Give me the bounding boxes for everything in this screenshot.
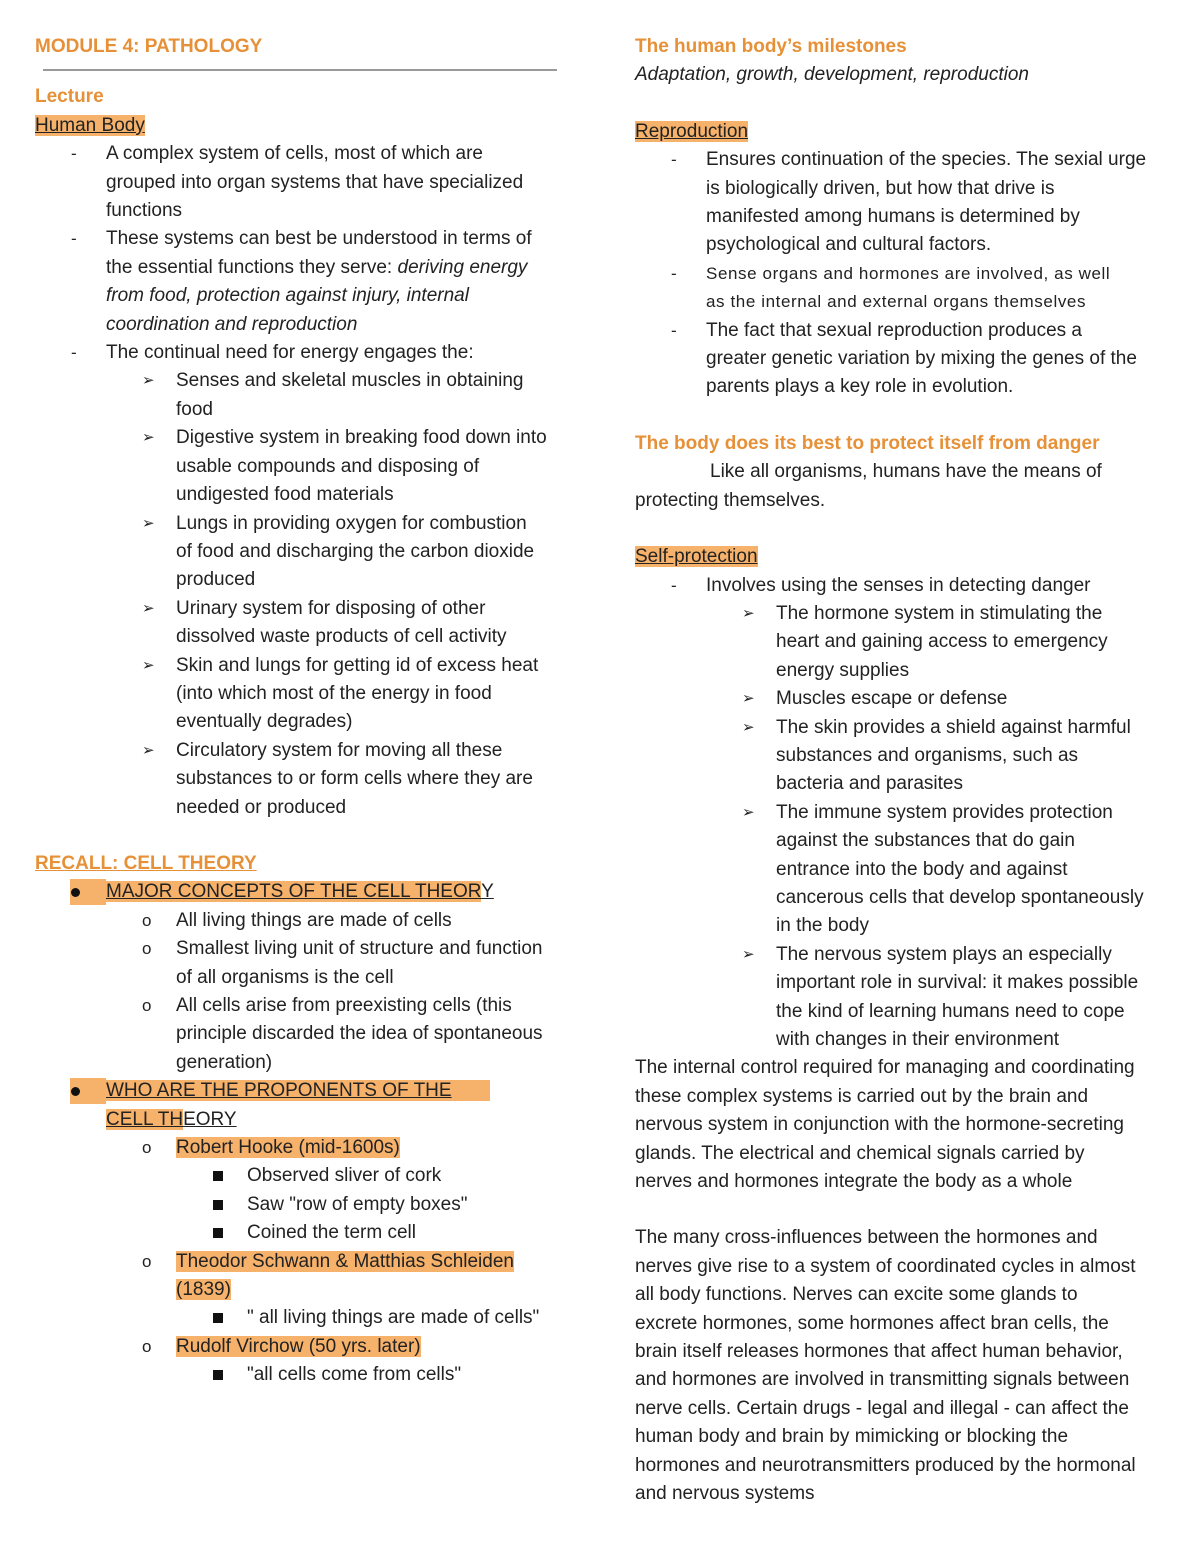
list-item: ➢ Lungs in providing oxygen for combustion of food and discharging the carbon dioxide produced: [35, 510, 565, 595]
self-protection-heading: Self-protection: [635, 546, 758, 568]
list-item-proponents: WHO ARE THE PROPONENTS OF THE CELL THEORY: [35, 1077, 565, 1134]
square-bullet-icon: [213, 1304, 223, 1332]
list-item: ➢ The skin provides a shield against harmful substances and organisms, such as bacteria and parasites: [635, 714, 1175, 799]
dash-bullet-icon: -: [671, 320, 677, 340]
list-item: - These systems can best be understood in terms of the essential functions they serve: deriving energy from food, protection against injury, internal coordination and reproduction: [35, 225, 565, 339]
list-item: ➢ Senses and skeletal muscles in obtaining food: [35, 367, 565, 424]
dash-bullet-icon: -: [71, 229, 77, 249]
list-item: - Ensures continuation of the species. The sexial urge is biologically driven, but how that drive is manifested among humans is determined by psychological and cultural factors.: [635, 146, 1175, 260]
list-item: ➢ Urinary system for disposing of other dissolved waste products of cell activity: [35, 595, 565, 652]
list-item: o Smallest living unit of structure and function of all organisms is the cell: [35, 935, 565, 992]
dash-bullet-icon: -: [671, 575, 677, 595]
bullet-dot-icon: [71, 878, 80, 906]
square-bullet-icon: [213, 1361, 223, 1389]
protect-paragraph-line: protecting themselves.: [635, 489, 826, 511]
list-item-major-concepts: MAJOR CONCEPTS OF THE CELL THEORY: [35, 878, 565, 906]
bullet-dot-icon: [71, 1077, 80, 1105]
list-item: ➢ Digestive system in breaking food down into usable compounds and disposing of undigested food materials: [35, 424, 565, 509]
list-item: ➢ The hormone system in stimulating the heart and gaining access to emergency energy supplies: [635, 600, 1175, 685]
module-title: MODULE 4: PATHOLOGY: [35, 36, 263, 57]
arrow-bullet-icon: ➢: [142, 429, 155, 447]
list-item: ➢ Circulatory system for moving all these substances to or form cells where they are needed or produced: [35, 737, 565, 822]
list-item: Observed sliver of cork: [35, 1162, 565, 1190]
circle-bullet-icon: o: [142, 1251, 152, 1271]
paragraph-internal-control: The internal control required for managing and coordinating these complex systems is carried out by the brain and nervous system in conjunction with the hormone-secreting glands. The electrical and chemical signals carried by nerves and hormones integrate the body as a whole: [635, 1057, 1135, 1193]
arrow-bullet-icon: ➢: [142, 741, 155, 759]
list-item: Saw "row of empty boxes": [35, 1191, 565, 1219]
protect-paragraph-line: Like all organisms, humans have the means of: [710, 461, 1102, 483]
list-item: ➢ Muscles escape or defense: [635, 685, 1175, 713]
left-column: [35, 33, 565, 1390]
list-item: - Sense organs and hormones are involved, as well as the internal and external organs themselves: [635, 260, 1175, 317]
list-item-virchow: o Rudolf Virchow (50 yrs. later): [35, 1333, 565, 1361]
circle-bullet-icon: o: [142, 910, 152, 930]
milestones-heading: The human body’s milestones: [635, 36, 907, 57]
dash-bullet-icon: -: [671, 263, 677, 283]
circle-bullet-icon: o: [142, 939, 152, 959]
title-divider: [43, 69, 557, 71]
lecture-heading: Lecture: [35, 86, 104, 108]
list-item: " all living things are made of cells": [35, 1304, 565, 1332]
list-item: - A complex system of cells, most of which are grouped into organ systems that have specialized functions: [35, 140, 565, 225]
reproduction-heading: Reproduction: [635, 120, 749, 142]
paragraph-cross-influences: The many cross-influences between the hormones and nerves give rise to a system of coordinated cycles in almost all body functions. Nerves can excite some glands to excrete hormones, some hormones affect bran cells, the brain itself releases hormones that affect human behavior, and hormones are involved in transmitting signals between nerve cells. Certain drugs - legal and illegal - can affect the human body and brain by mimicking or blocking the hormones and neurotransmitters produced by the hormonal and nervous systems: [635, 1227, 1136, 1505]
list-item: ➢ The nervous system plays an especially important role in survival: it makes possible the kind of learning humans need to cope with changes in their environment: [635, 941, 1175, 1055]
arrow-bullet-icon: ➢: [142, 656, 155, 674]
square-bullet-icon: [213, 1219, 223, 1247]
list-item: - The continual need for energy engages the:: [35, 339, 565, 367]
milestones-subtitle: Adaptation, growth, development, reproduction: [635, 64, 1029, 86]
list-item: o All cells arise from preexisting cells (this principle discarded the idea of spontaneous generation): [35, 992, 565, 1077]
arrow-bullet-icon: ➢: [142, 372, 155, 390]
arrow-bullet-icon: ➢: [742, 604, 755, 622]
protect-heading: The body does its best to protect itself from danger: [635, 432, 1100, 454]
arrow-bullet-icon: ➢: [142, 599, 155, 617]
list-item: o All living things are made of cells: [35, 907, 565, 935]
list-item: Coined the term cell: [35, 1219, 565, 1247]
list-item-schwann: o Theodor Schwann & Matthias Schleiden (1839): [35, 1248, 565, 1305]
recall-heading: RECALL: CELL THEORY: [35, 852, 257, 874]
human-body-heading: Human Body: [35, 114, 145, 136]
list-item: ➢ The immune system provides protection against the substances that do gain entrance into the body and against cancerous cells that develop spontaneously in the body: [635, 799, 1175, 941]
arrow-bullet-icon: ➢: [742, 803, 755, 821]
list-item: - The fact that sexual reproduction produces a greater genetic variation by mixing the genes of the parents plays a key role in evolution.: [635, 317, 1175, 402]
dash-bullet-icon: -: [671, 150, 677, 170]
square-bullet-icon: [213, 1191, 223, 1219]
circle-bullet-icon: o: [142, 1336, 152, 1356]
right-column: [635, 33, 1175, 1509]
list-item: ➢ Skin and lungs for getting id of excess heat (into which most of the energy in food eventually degrades): [35, 652, 565, 737]
dash-bullet-icon: -: [71, 343, 77, 363]
list-item: - Involves using the senses in detecting danger: [635, 572, 1175, 600]
arrow-bullet-icon: ➢: [742, 690, 755, 708]
circle-bullet-icon: o: [142, 1138, 152, 1158]
dash-bullet-icon: -: [71, 144, 77, 164]
arrow-bullet-icon: ➢: [142, 514, 155, 532]
square-bullet-icon: [213, 1162, 223, 1190]
arrow-bullet-icon: ➢: [742, 718, 755, 736]
list-item: "all cells come from cells": [35, 1361, 565, 1389]
arrow-bullet-icon: ➢: [742, 945, 755, 963]
list-item-hooke: o Robert Hooke (mid-1600s): [35, 1134, 565, 1162]
circle-bullet-icon: o: [142, 996, 152, 1015]
